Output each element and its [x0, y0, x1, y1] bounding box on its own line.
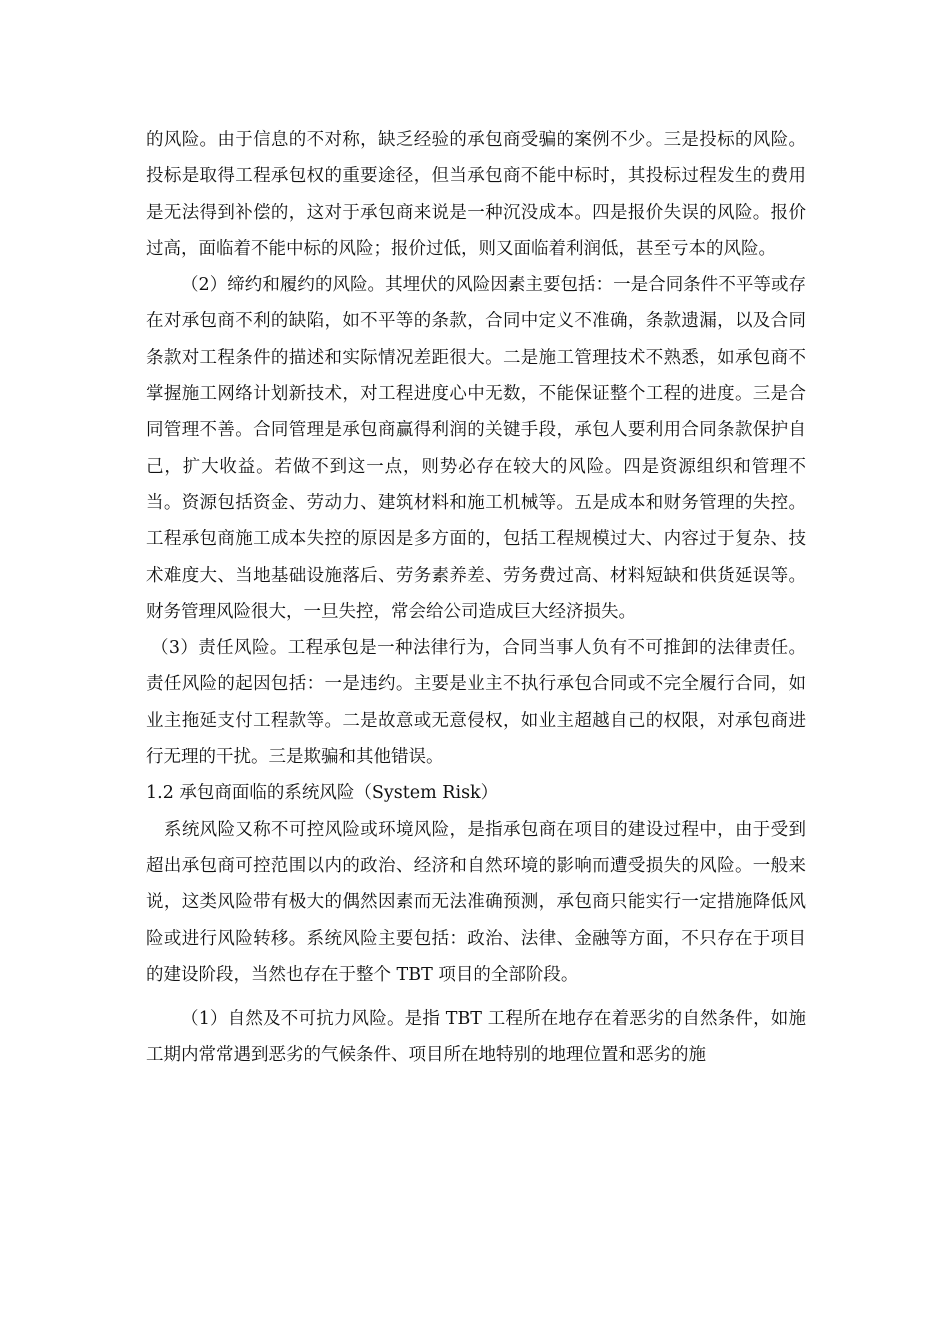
paragraph-contract-risk: （2）缔约和履约的风险。其埋伏的风险因素主要包括：一是合同条件不平等或存在对承包商不利的缺陷，如不平等的条款，合同中定义不准确，条款遗漏，以及合同条款对工程条件的描述和实际情况差距很大。二是施工管理技术不熟悉，如承包商不掌握施工网络计划新技术，对工程进度心中无数，不能保证整个工程的进度。三是合同管理不善。合同管理是承包商赢得利润的关键手段，承包人要利用合同条款保护自己，扩大收益。若做不到这一点，则势必存在较大的风险。四是资源组织和管理不当。资源包括资金、劳动力、建筑材料和施工机械等。五是成本和财务管理的失控。工程承包商施工成本失控的原因是多方面的，包括工程规模过大、内容过于复杂、技术难度大、当地基础设施落后、劳务素养差、劳务费过高、材料短缺和供货延误等。财务管理风险很大，一旦失控，常会给公司造成巨大经济损失。 — [146, 275, 806, 622]
section-heading-system-risk: 1.2 承包商面临的系统风险（System Risk） — [146, 783, 499, 804]
paragraph-system-risk: 系统风险又称不可控风险或环境风险，是指承包商在项目的建设过程中，由于受到超出承包商可控范围以内的政治、经济和自然环境的影响而遭受损失的风险。一般来说，这类风险带有极大的偶然因素而无法准确预测，承包商只能实行一定措施降低风险或进行风险转移。系统风险主要包括：政治、法律、金融等方面，不只存在于项目的建设阶段，当然也存在于整个 TBT 项目的全部阶段。 — [146, 819, 806, 985]
document-body — [146, 122, 806, 1074]
paragraph-liability-risk: （3）责任风险。工程承包是一种法律行为，合同当事人负有不可推卸的法律责任。责任风险的起因包括：一是违约。主要是业主不执行承包合同或不完全履行合同，如业主拖延支付工程款等。二是故意或无意侵权，如业主超越自己的权限，对承包商进行无理的干扰。三是欺骗和其他错误。 — [146, 638, 806, 768]
paragraph-natural-risk: （1）自然及不可抗力风险。是指 TBT 工程所在地存在着恶劣的自然条件，如施工期内常常遇到恶劣的气候条件、项目所在地特别的地理位置和恶劣的施 — [146, 1009, 806, 1066]
paragraph-bidding-risk: 的风险。由于信息的不对称，缺乏经验的承包商受骗的案例不少。三是投标的风险。投标是取得工程承包权的重要途径，但当承包商不能中标时，其投标过程发生的费用是无法得到补偿的，这对于承包商来说是一种沉没成本。四是报价失误的风险。报价过高，面临着不能中标的风险；报价过低，则又面临着利润低，甚至亏本的风险。 — [146, 130, 806, 259]
